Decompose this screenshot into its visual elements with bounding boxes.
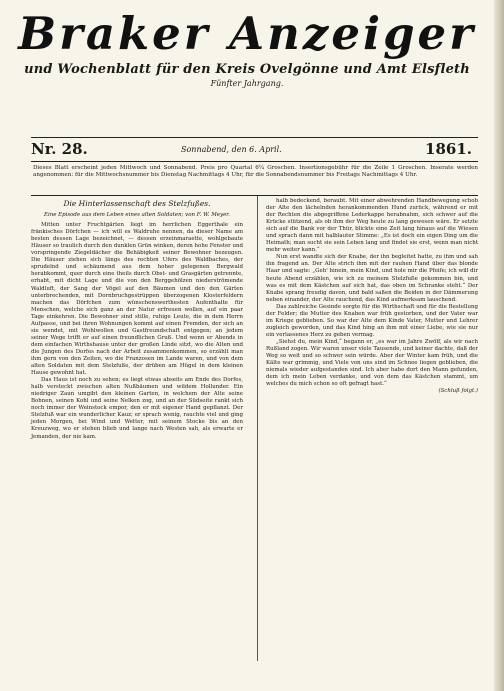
left-column — [31, 198, 243, 441]
right-column — [266, 198, 478, 395]
article-paragraph: Das zahlreiche Gesinde sorgte für die Wirthschaft und für die Bestellung der Felder; die Mutter des Knaben war früh gestorben, und der Vater war im Kriege geblieben. So war der Alte dem Kinde Vater, Mutter und Lehrer zugleich geworden, und das Kind hing an ihm mit einer Liebe, wie sie nur ein verlassenes Herz zu geben vermag. — [266, 303, 478, 338]
article-byline: Eine Episode aus dem Leben eines alten Soldaten; von F. W. Meyer. — [43, 212, 231, 219]
notice-bottom-rule — [31, 195, 478, 196]
page-spine-shadow — [494, 0, 504, 691]
article-paragraph: Nun erst wandte sich der Knabe, der ihn begleitet hatte, zu ihm und sah ihn fragend an. Der Alte strich ihm mit der rauhen Hand über das blonde Haar und sagte: „Geh' hinein, mein Kind, und hole mir die Pfeife; ich will dir heute Abend erzählen, wie ich zu meinem Stelzfuße gekommen bin, und was es mit dem Kästchen auf sich hat, das oben im Schranke steht.“ Der Knabe sprang freudig davon, und bald saßen die Beiden in der Dämmerung neben einander, der Alte rauchend, das Kind aufmerksam lauschend. — [266, 254, 478, 303]
article-paragraph: „Siehst du, mein Kind,“ begann er, „es war im Jahre Zwölf, als wir nach Rußland zogen. Wir waren unser viele Tausende, und keiner dachte, daß der Weg so weit und so schwer sein würde. Aber der Winter kam früh, und die Kälte war grimmig, und Viele von uns sind im Schnee liegen geblieben, die niemals wieder aufgestanden sind. Ich aber habe dort den Mann gefunden, dem ich mein Leben verdanke, und von dem das Kästchen stammt, um welches du mich schon so oft gefragt hast.“ — [266, 338, 478, 388]
continued-note: (Schluß folgt.) — [438, 388, 478, 395]
column-divider — [257, 196, 258, 661]
masthead-title: Braker Anzeiger — [18, 7, 476, 60]
issue-year: 1861. — [425, 140, 472, 158]
article-paragraph: halb bedeckend, beraubt. Mit einer abwehrenden Handbewegung schob der Alte den lächelnden herankommenden Hund zurück, während er mit der Rechten die abgegriffene Lederkappe herabnahm, sich schwer auf die Krücke stützend, als ob ihm der Weg heute zu lang gewesen wäre. Er setzte sich auf die Bank vor der Thür, blickte eine Zeit lang hinaus auf die Wiesen und sprach dann mit halblauter Stimme: „Es ist doch ein eigen Ding um die Heimath; man sucht sie sein Leben lang und findet sie erst, wenn man nicht mehr weiter kann.“ — [266, 198, 478, 254]
article-title: Die Hinterlassenschaft des Stelzfußes. — [63, 199, 211, 208]
subscription-notice: Dieses Blatt erscheint jeden Mittwoch und Sonnabend. Preis pro Quartal 6¼ Groschen. Insertionsgebühr für die Zeile 1 Groschen. Inserate werden angenommen: für die Mittwochsnummer bis Dienstag Nachmittags 4 Uhr, für die Sonnabendsnummer bis Freitags Nachmittags 4 Uhr. — [33, 165, 478, 179]
issue-line — [31, 140, 478, 160]
article-paragraph: Das Haus ist noch zu sehen; es liegt etwas abseits am Ende des Dorfes, halb versteckt zwischen alten Nußbäumen und wildem Hollunder. Ein niedriger Zaun umgibt den kleinen Garten, in welchem der Alte seine Bohnen, seinen Kohl und seine Nelken zog, und an der Südseite rankt sich noch immer der Weinstock empor, den er mit eigener Hand gepflanzt. Der Stelzfuß war ein wunderlicher Kauz; er sprach wenig, rauchte viel und ging jeden Morgen, bei Wind und Wetter, mit seinem Stocke bis an den Kreuzweg, wo er stehen blieb und lange nach Westen sah, als erwarte er Jemanden, der nie kam. — [31, 377, 243, 440]
article-paragraph: Mitten unter Fruchtgärten liegt im herrlichen Eggerthale ein fränkisches Dörfchen — ich will es Waldruhe nennen, da dieser Name am besten dessen Lage bezeichnet, — dessen erzeinmaraette, wohlgebaute Häuser so traulich durch den dunklen Grün winken, deren hohe Fenster und vorspringende Ziegeldächer die Behäbigkeit seiner Bewohner bezeugen. Die Häuser ziehen sich längs des rechten Ufers des Waldbaches, der sprudelnd und schäumend aus dem hoher gelegenen Bergwald herabkommt, quer durch eine theils durch Obst- und Grasgärten getrennte, erhabt, mit dicht Lage und die von den Berggehölzen niederströmende Waldluft, der Sang der Vögel auf den Bäumen und den den Gärten unterbrechenden, mit Dornbruchgestrüppen überzogenen Klosterfeldern machen das Dörfchen zum wünschenswerthesten Aufenthalte für Menschen, welche sich ganz an der Natur erfreuen wollen, auf ein paar Tage einkehren. Die Bewohner sind stille, ruhige Leute, die in dem Herrn Aufpasse, und bei ihren Wohnungen kommt auf einen Fremden, der sich an sie wendet, mit Wohlwollen und Gastfreundschaft entgegen; an jedem seiner Wege trifft er auf einen freundlichen Gruß. Und wenn er Abends in dem einfachen Wirthshause unter der großen Linde sitzt, wo die Alten und die Jungen des Dorfes nach der Arbeit zusammenkommen, so erzählt man ihm gern von den Zeiten, wo die Franzosen im Lande waren, und von dem alten Soldaten mit dem Stelzfuße, der drüben am Hügel in dem kleinen Hause gewohnt hat. — [31, 222, 243, 377]
issue-bottom-rule — [31, 161, 478, 162]
masthead-subtitle: und Wochenblatt für den Kreis Ovelgönne und Amt Elsfleth — [24, 62, 470, 77]
issue-number: Nr. 28. — [31, 140, 88, 158]
issue-date: Sonnabend, den 6. April. — [181, 145, 282, 154]
top-rule — [31, 137, 478, 138]
masthead-volume: Fünfter Jahrgang. — [210, 79, 284, 88]
masthead — [0, 8, 494, 88]
